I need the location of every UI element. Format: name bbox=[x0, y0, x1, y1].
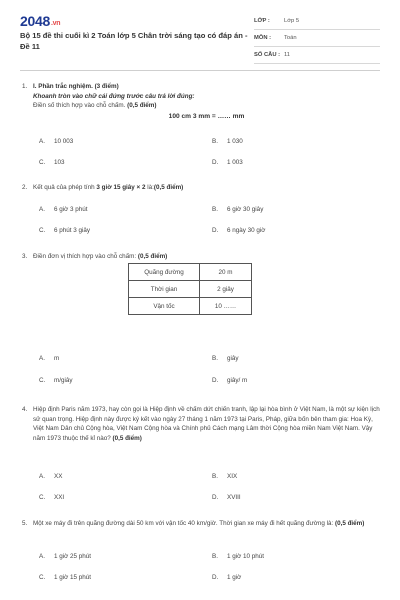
meta-value: Toán bbox=[284, 35, 297, 41]
option-a[interactable] bbox=[39, 473, 62, 480]
option-d[interactable] bbox=[212, 494, 241, 501]
meta-row-class bbox=[254, 13, 380, 30]
document-title: Bộ 15 đề thi cuối kì 2 Toán lớp 5 Chân trời sáng tạo có đáp án - Đề 11 bbox=[20, 31, 248, 51]
question-points: (0,5 điểm) bbox=[112, 434, 142, 442]
option-d[interactable] bbox=[212, 227, 265, 234]
question-1 bbox=[22, 82, 380, 121]
option-text: 1 030 bbox=[227, 138, 243, 145]
meta-label: MÔN : bbox=[254, 35, 272, 41]
question-number: 5. bbox=[22, 520, 28, 527]
option-text: 6 phút 3 giây bbox=[54, 227, 91, 234]
instruction: Khoanh tròn vào chữ cái đứng trước câu trả lời đúng: bbox=[33, 92, 195, 100]
page-header bbox=[20, 12, 380, 68]
question-points: (0,5 điểm) bbox=[137, 253, 168, 260]
question-text: Kết quả của phép tính bbox=[33, 184, 95, 191]
option-letter: C. bbox=[39, 227, 46, 234]
question-points: (0,5 điểm) bbox=[153, 184, 184, 191]
meta-label: LỚP : bbox=[254, 18, 270, 24]
option-letter: A. bbox=[39, 473, 45, 480]
option-text: 1 giờ 25 phút bbox=[54, 553, 92, 560]
option-text: giây/ m bbox=[227, 377, 248, 384]
question-5 bbox=[22, 519, 380, 529]
question-text: Một xe máy đi trên quãng đường dài 50 km với vận tốc 40 km/giờ. Thời gian xe máy đi hết quãng đường là: bbox=[33, 520, 334, 527]
option-text: 6 giờ 30 giây bbox=[227, 206, 264, 213]
table-cell-label: Quãng đường bbox=[129, 264, 200, 281]
option-letter: D. bbox=[212, 377, 219, 384]
option-letter: D. bbox=[212, 159, 219, 166]
table-cell-value: 20 m bbox=[200, 264, 252, 281]
option-text: 1 giờ 10 phút bbox=[227, 553, 265, 560]
option-text: m bbox=[54, 355, 60, 362]
option-c[interactable] bbox=[39, 159, 65, 166]
question-text-line bbox=[33, 101, 380, 111]
question-text-after: là: bbox=[147, 184, 154, 191]
question-number: 1. bbox=[22, 83, 28, 90]
option-text: 103 bbox=[54, 159, 65, 166]
table-cell-label: Vận tốc bbox=[129, 298, 200, 315]
option-b[interactable] bbox=[212, 355, 239, 362]
table-cell-value: 2 giây bbox=[200, 281, 252, 298]
option-letter: C. bbox=[39, 574, 46, 581]
question-text: Hiệp định Paris năm 1973, hay còn gọi là Hiệp định về chấm dứt chiến tranh, lập lại hòa bình ở Việt Nam, là một sự kiện lịch sử quan trọng. Hiệp định này được ký kết vào ngày 27 tháng 1 năm 1973 tại Paris, Pháp, giữa bốn bên tham gia: Hoa Kỳ, Việt Nam Dân chủ Cộng hòa, Việt Nam Cộng hòa và Chính phủ Cách mạng Lâm thời Cộng hòa miền Nam Việt Nam. Vậy năm 1973 thuộc thế kỉ nào? bbox=[33, 406, 380, 442]
option-letter: A. bbox=[39, 355, 45, 362]
question-text: Điền đơn vị thích hợp vào chỗ chấm: bbox=[33, 253, 137, 260]
option-letter: B. bbox=[212, 138, 218, 145]
option-text: 1 giờ bbox=[227, 574, 242, 581]
option-letter: B. bbox=[212, 553, 218, 560]
question-expression: 100 cm 3 mm = …… mm bbox=[168, 112, 245, 120]
section-title: I. Phần trắc nghiệm. (3 điểm) bbox=[33, 83, 119, 90]
option-text: 6 ngày 30 giờ bbox=[227, 227, 266, 234]
option-d[interactable] bbox=[212, 574, 241, 581]
option-letter: C. bbox=[39, 159, 46, 166]
table-row bbox=[129, 281, 252, 298]
option-letter: C. bbox=[39, 377, 46, 384]
option-text: XVIII bbox=[227, 494, 241, 501]
option-text: 1 giờ 15 phút bbox=[54, 574, 92, 581]
option-letter: B. bbox=[212, 355, 218, 362]
question-number: 3. bbox=[22, 253, 28, 260]
option-letter: A. bbox=[39, 206, 45, 213]
table-row bbox=[129, 298, 252, 315]
option-letter: C. bbox=[39, 494, 46, 501]
option-b[interactable] bbox=[212, 206, 263, 213]
question-points: (0,5 điểm) bbox=[334, 520, 365, 527]
option-a[interactable] bbox=[39, 138, 73, 145]
option-text: 6 giờ 3 phút bbox=[54, 206, 88, 213]
option-letter: B. bbox=[212, 206, 218, 213]
question-points: (0,5 điểm) bbox=[127, 102, 157, 110]
question-expression: 3 giờ 15 giây × 2 bbox=[96, 184, 146, 191]
option-text: m/giây bbox=[54, 377, 73, 384]
option-letter: B. bbox=[212, 473, 218, 480]
meta-row-subject bbox=[254, 30, 380, 47]
option-text: XXI bbox=[54, 494, 65, 501]
option-letter: D. bbox=[212, 494, 219, 501]
table-cell-label: Thời gian bbox=[129, 281, 200, 298]
site-logo[interactable] bbox=[20, 13, 60, 29]
table-cell-value: 10 …… bbox=[200, 298, 252, 315]
option-c[interactable] bbox=[39, 227, 90, 234]
meta-value: 11 bbox=[284, 52, 291, 58]
question-text: Điền số thích hợp vào chỗ chấm. bbox=[33, 102, 126, 110]
question-number: 2. bbox=[22, 184, 28, 191]
option-text: XIX bbox=[227, 473, 238, 480]
option-letter: A. bbox=[39, 553, 45, 560]
units-table bbox=[128, 263, 252, 315]
logo-text: 2048 bbox=[20, 13, 50, 29]
option-d[interactable] bbox=[212, 377, 247, 384]
option-b[interactable] bbox=[212, 138, 243, 145]
meta-label: SỐ CÂU : bbox=[254, 52, 281, 58]
question-3 bbox=[22, 252, 380, 262]
table-row bbox=[129, 264, 252, 281]
option-text: 1 003 bbox=[227, 159, 243, 166]
meta-row-count bbox=[254, 47, 380, 64]
question-number: 4. bbox=[22, 406, 28, 413]
logo-suffix: .vn bbox=[50, 20, 61, 27]
option-a[interactable] bbox=[39, 206, 88, 213]
option-c[interactable] bbox=[39, 377, 73, 384]
question-4 bbox=[22, 405, 380, 443]
option-text: XX bbox=[54, 473, 63, 480]
option-letter: D. bbox=[212, 574, 219, 581]
header-divider bbox=[20, 70, 380, 71]
option-letter: D. bbox=[212, 227, 219, 234]
option-letter: A. bbox=[39, 138, 45, 145]
option-text: giây bbox=[227, 355, 239, 362]
option-text: 10 003 bbox=[54, 138, 74, 145]
question-2 bbox=[22, 183, 380, 193]
option-d[interactable] bbox=[212, 159, 243, 166]
meta-value: Lớp 5 bbox=[284, 18, 300, 24]
option-a[interactable] bbox=[39, 355, 59, 362]
meta-panel bbox=[254, 13, 380, 64]
option-b[interactable] bbox=[212, 473, 237, 480]
option-b[interactable] bbox=[212, 553, 264, 560]
option-c[interactable] bbox=[39, 494, 64, 501]
option-c[interactable] bbox=[39, 574, 91, 581]
option-a[interactable] bbox=[39, 553, 91, 560]
